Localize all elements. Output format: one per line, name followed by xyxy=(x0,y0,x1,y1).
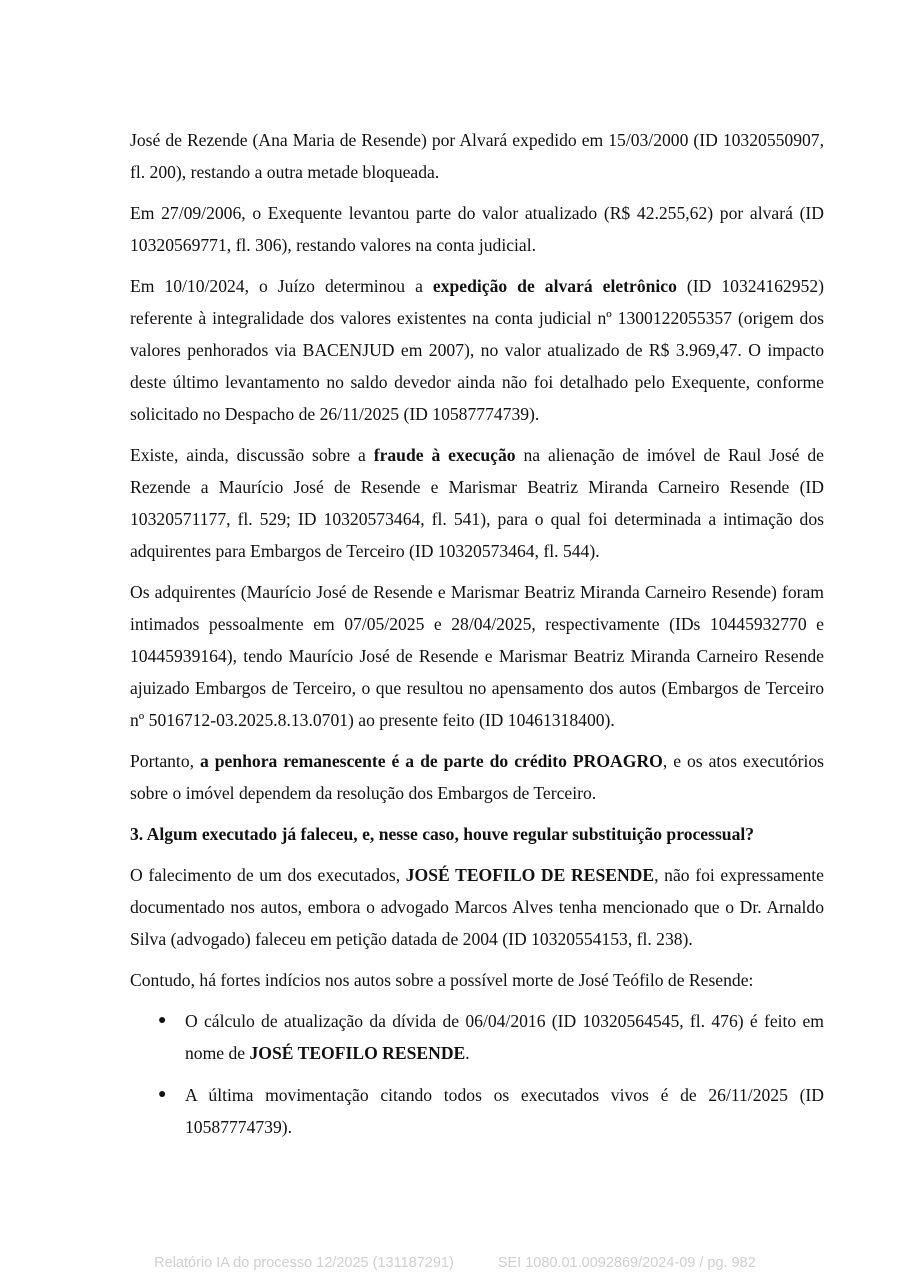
bold-text: JOSÉ TEOFILO DE RESENDE xyxy=(405,865,655,885)
footer-sei-page-label: SEI 1080.01.0092869/2024-09 / pg. 982 xyxy=(497,1255,756,1271)
paragraph xyxy=(130,197,824,261)
paragraph-group xyxy=(130,859,824,996)
bold-text: expedição de alvará eletrônico xyxy=(432,276,677,296)
list-item xyxy=(158,1079,824,1143)
paragraph xyxy=(130,124,824,188)
text-run: . xyxy=(465,1043,470,1063)
bullet-list xyxy=(130,1005,824,1143)
paragraph xyxy=(130,439,824,567)
text-run: (ID 10324162952) referente à integralidade dos valores existentes na conta judicial nº 1300122055357 (origem dos valores penhorados via BACENJUD em 2007), no valor atualizado de R$ 3.969,47. O impacto deste último levantamento no saldo devedor ainda não foi detalhado pelo Exequente, conforme solicitado no Despacho de 26/11/2025 (ID 10587774739). xyxy=(130,276,824,424)
paragraph xyxy=(130,859,824,955)
text-run: Portanto, xyxy=(130,751,200,771)
bold-text: a penhora remanescente é a de parte do crédito PROAGRO xyxy=(200,751,663,771)
text-run: Contudo, há fortes indícios nos autos sobre a possível morte de José Teófilo de Resende: xyxy=(130,970,754,990)
text-run: O falecimento de um dos executados, xyxy=(130,865,406,885)
text-run: Em 10/10/2024, o Juízo determinou a xyxy=(130,276,433,296)
text-run: , não foi expressamente documentado nos autos, embora o advogado Marcos Alves tenha mencionado que o Dr. Arnaldo Silva (advogado) faleceu em petição datada de 2004 (ID 10320554153, fl. 238). xyxy=(130,865,824,949)
text-run: O cálculo de atualização da dívida de 06/04/2016 (ID 10320564545, fl. 476) é feito em nome de xyxy=(185,1011,824,1063)
text-run: Existe, ainda, discussão sobre a xyxy=(130,445,374,465)
text-run: Em 27/09/2006, o Exequente levantou parte do valor atualizado (R$ 42.255,62) por alvará (ID 10320569771, fl. 306), restando valores na conta judicial. xyxy=(130,203,824,255)
page-footer xyxy=(0,1255,910,1271)
paragraph xyxy=(130,964,824,996)
paragraph xyxy=(130,270,824,430)
list-item xyxy=(158,1005,824,1069)
bold-text: fraude à execução xyxy=(373,445,516,465)
footer-report-label: Relatório IA do processo 12/2025 (131187291) xyxy=(154,1255,454,1271)
paragraph xyxy=(130,576,824,736)
text-run: José de Rezende (Ana Maria de Resende) por Alvará expedido em 15/03/2000 (ID 10320550907, fl. 200), restando a outra metade bloqueada. xyxy=(130,130,824,182)
bold-text: JOSÉ TEOFILO RESENDE xyxy=(249,1043,466,1063)
text-run: Os adquirentes (Maurício José de Resende e Marismar Beatriz Miranda Carneiro Resende) foram intimados pessoalmente em 07/05/2025 e 28/04/2025, respectivamente (IDs 10445932770 e 10445939164), tendo Maurício José de Resende e Marismar Beatriz Miranda Carneiro Resende ajuizado Embargos de Terceiro, o que resultou no apensamento dos autos (Embargos de Terceiro nº 5016712-03.2025.8.13.0701) ao presente feito (ID 10461318400). xyxy=(130,582,824,730)
section-heading: 3. Algum executado já faleceu, e, nesse caso, houve regular substituição processual? xyxy=(130,824,755,844)
bullet-icon: ● xyxy=(158,1013,167,1028)
text-run: , e os atos executórios sobre o imóvel dependem da resolução dos Embargos de Terceiro. xyxy=(130,751,824,803)
document-body xyxy=(130,124,824,1153)
paragraph-group xyxy=(130,124,824,809)
text-run: na alienação de imóvel de Raul José de Rezende a Maurício José de Resende e Marismar Beatriz Miranda Carneiro Resende (ID 10320571177, fl. 529; ID 10320573464, fl. 541), para o qual foi determinada a intimação dos adquirentes para Embargos de Terceiro (ID 10320573464, fl. 544). xyxy=(130,445,824,561)
paragraph xyxy=(130,745,824,809)
text-run: A última movimentação citando todos os executados vivos é de 26/11/2025 (ID 10587774739). xyxy=(185,1085,824,1137)
bullet-icon: ● xyxy=(158,1087,167,1102)
